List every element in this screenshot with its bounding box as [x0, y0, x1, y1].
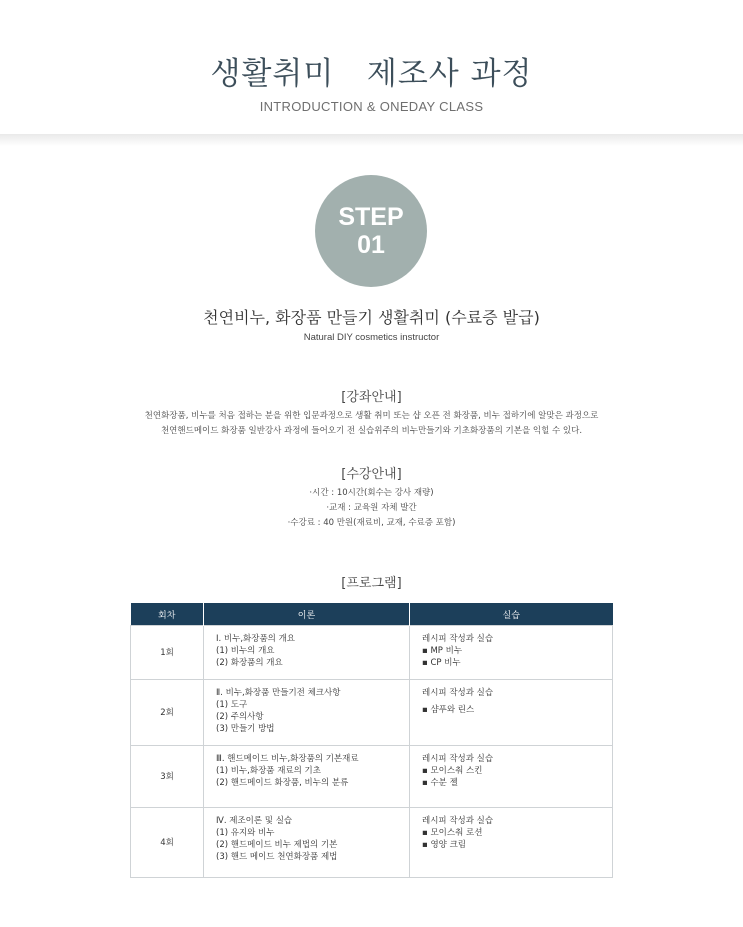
practice-line: ▪ CP 비누 [422, 658, 461, 668]
practice-cell [410, 746, 613, 808]
practice-line: ▪ 샴푸와 린스 [422, 705, 475, 715]
course-title: 천연비누, 화장품 만들기 생활취미 (수료증 발급) [203, 308, 540, 327]
column-header-practice: 실습 [410, 603, 613, 626]
column-header-theory: 이론 [204, 603, 410, 626]
theory-line: (2) 주의사항 [216, 712, 264, 722]
table-header-row [131, 603, 613, 626]
page-subtitle: INTRODUCTION & ONEDAY CLASS [259, 99, 484, 114]
table-row [131, 746, 613, 808]
program-heading: [프로그램] [341, 576, 402, 591]
theory-line: Ⅱ. 비누,화장품 만들기전 체크사항 [216, 688, 341, 698]
theory-line: (1) 비누,화장품 재료의 기초 [216, 766, 321, 776]
practice-line: 레시피 작성과 실습 [422, 816, 494, 826]
lecture-info-line: 천연핸드메이드 화장품 일반강사 과정에 들어오기 전 실습위주의 비누만들기와 기초화장품의 기본을 익힐 수 있다. [160, 426, 583, 436]
course-subtitle: Natural DIY cosmetics instructor [303, 332, 440, 343]
theory-line: Ⅰ. 비누,화장품의 개요 [216, 634, 296, 644]
step-badge [315, 175, 427, 287]
table-row [131, 680, 613, 746]
practice-line: 레시피 작성과 실습 [422, 634, 494, 644]
session-cell: 1회 [131, 626, 204, 680]
practice-line: ▪ 수분 젤 [422, 778, 458, 788]
step-label: STEP [338, 203, 404, 231]
practice-line: ▪ 모이스춰 로션 [422, 828, 483, 838]
session-cell: 3회 [131, 746, 204, 808]
table-row [131, 808, 613, 878]
theory-line: (3) 만들기 방법 [216, 724, 275, 734]
practice-cell [410, 626, 613, 680]
enroll-info-line: ·교재 : 교육원 자체 발간 [326, 503, 417, 513]
enroll-info-text [0, 486, 743, 531]
table-row [131, 626, 613, 680]
theory-cell [204, 626, 410, 680]
theory-cell [204, 680, 410, 746]
theory-line: (3) 핸드 메이드 천연화장품 제법 [216, 852, 338, 862]
practice-line: 레시피 작성과 실습 [422, 688, 494, 698]
practice-line: ▪ MP 비누 [422, 646, 463, 656]
theory-line: (1) 유지와 비누 [216, 828, 275, 838]
theory-line: (2) 화장품의 개요 [216, 658, 283, 668]
theory-line: Ⅲ. 핸드메이드 비누,화장품의 기본재료 [216, 754, 359, 764]
step-number: 01 [357, 231, 385, 259]
page-header [0, 0, 743, 136]
theory-line: (2) 핸드메이드 비누 제법의 기본 [216, 840, 338, 850]
enroll-info-line: ·시간 : 10시간(회수는 강사 재량) [309, 488, 434, 498]
practice-line: ▪ 영양 크림 [422, 840, 467, 850]
theory-cell [204, 746, 410, 808]
enroll-info-heading: [수강안내] [341, 467, 402, 482]
session-cell: 4회 [131, 808, 204, 878]
lecture-info-line: 천연화장품, 비누를 처음 접하는 분을 위한 입문과정으로 생활 취미 또는 샵 오픈 전 화장품, 비누 접하기에 알맞은 과정으로 [144, 411, 599, 421]
lecture-info-heading: [강좌안내] [341, 390, 402, 405]
header-divider [0, 134, 743, 146]
page-title: 생활취미 제조사 과정 [210, 56, 533, 92]
practice-cell [410, 680, 613, 746]
theory-line: (1) 비누의 개요 [216, 646, 275, 656]
column-header-session: 회차 [131, 603, 204, 626]
enroll-info-line: ·수강료 : 40 만원(재료비, 교재, 수료증 포함) [287, 518, 456, 528]
theory-line: (2) 핸드메이드 화장품, 비누의 분류 [216, 778, 349, 788]
practice-line: ▪ 모이스춰 스킨 [422, 766, 483, 776]
theory-cell [204, 808, 410, 878]
program-table [130, 603, 613, 878]
lecture-info-text [0, 409, 743, 439]
session-cell: 2회 [131, 680, 204, 746]
practice-cell [410, 808, 613, 878]
theory-line: Ⅳ. 제조이론 및 실습 [216, 816, 293, 826]
theory-line: (1) 도구 [216, 700, 248, 710]
practice-line: 레시피 작성과 실습 [422, 754, 494, 764]
